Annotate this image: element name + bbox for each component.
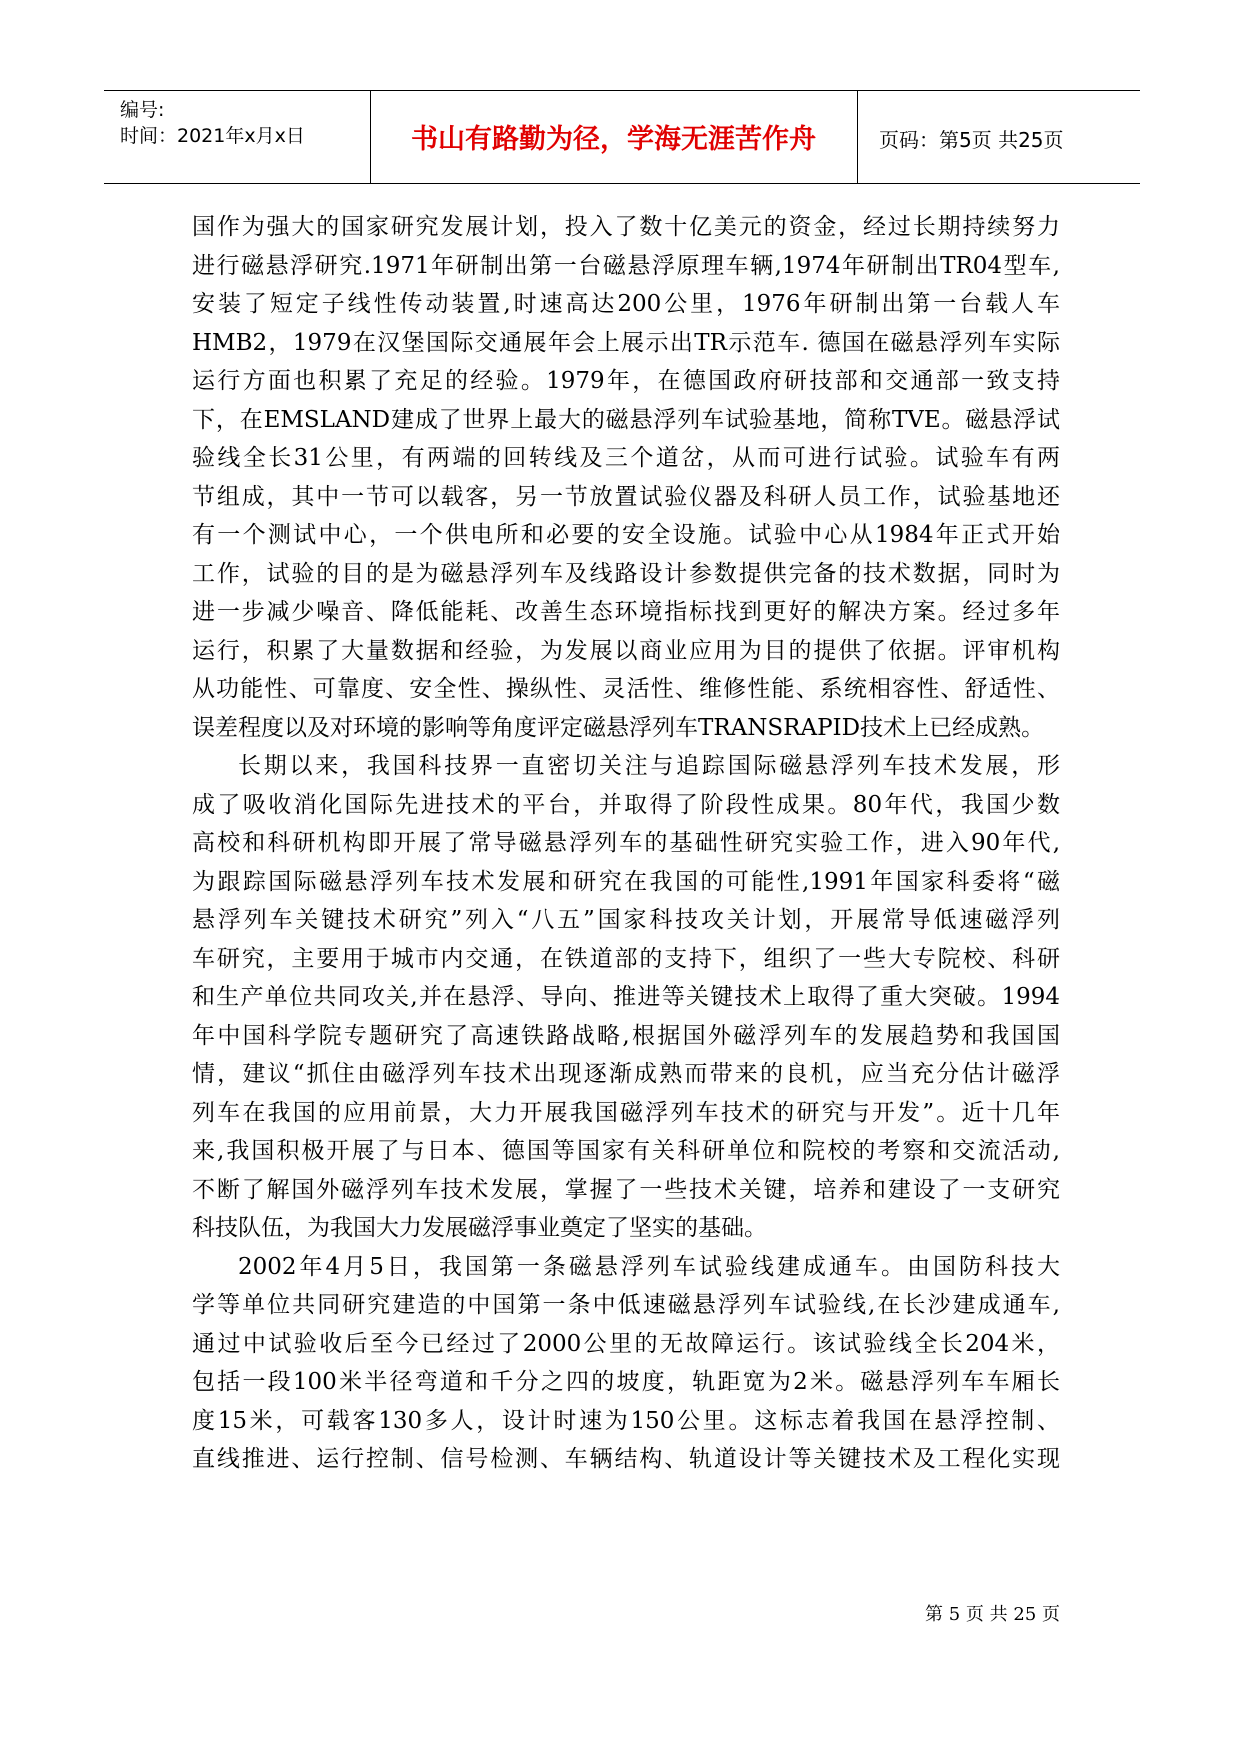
text-line: 成了吸收消化国际先进技术的平台，并取得了阶段性成果。80年代，我国少数 (192, 791, 1060, 818)
text-line: 为跟踪国际磁悬浮列车技术发展和研究在我国的可能性,1991年国家科委将“磁 (192, 868, 1060, 895)
text-line: 直线推进、运行控制、信号检测、车辆结构、轨道设计等关键技术及工程化实现 (192, 1446, 1060, 1472)
text-line: 运行，积累了大量数据和经验，为发展以商业应用为目的提供了依据。评审机构 (192, 637, 1060, 664)
text-line: 情，建议“抓住由磁浮列车技术出现逐渐成熟而带来的良机，应当充分估计磁浮 (192, 1061, 1060, 1087)
text-line: 2002年4月5日，我国第一条磁悬浮列车试验线建成通车。由国防科技大 (238, 1253, 1060, 1280)
serial-label: 编号: (120, 99, 165, 121)
text-line: 下，在EMSLAND建成了世界上最大的磁悬浮列车试验基地，简称TVE。磁悬浮试 (192, 406, 1060, 433)
text-line: 运行方面也积累了充足的经验。1979年，在德国政府研技部和交通部一致支持 (192, 368, 1060, 394)
text-line: 进行磁悬浮研究.1971年研制出第一台磁悬浮原理车辆,1974年研制出TR04型车, (192, 252, 1060, 279)
text-line: 不断了解国外磁浮列车技术发展，掌握了一些技术关键，培养和建设了一支研究 (192, 1176, 1060, 1203)
time-line: 时间：2021年x月x日 (120, 125, 305, 147)
header-meta-cell (104, 91, 371, 183)
page-header (104, 90, 1140, 184)
page-info: 页码：第5页 共25页 (879, 128, 1064, 152)
paragraph-2 (192, 747, 1060, 1248)
text-line: 安装了短定子线性传动装置,时速高达200公里，1976年研制出第一台载人车 (192, 291, 1060, 317)
page-footer: 第 5 页 共 25 页 (925, 1604, 1060, 1625)
text-line: 包括一段100米半径弯道和千分之四的坡度，轨距宽为2米。磁悬浮列车车厢长 (192, 1369, 1060, 1395)
paragraph-1 (192, 208, 1060, 747)
text-line: 和生产单位共同攻关,并在悬浮、导向、推进等关键技术上取得了重大突破。1994 (192, 984, 1060, 1010)
text-line: HMB2，1979在汉堡国际交通展年会上展示出TR示范车. 德国在磁悬浮列车实际 (192, 329, 1060, 356)
text-line: 长期以来，我国科技界一直密切关注与追踪国际磁悬浮列车技术发展，形 (238, 753, 1060, 779)
text-line: 来,我国积极开展了与日本、德国等国家有关科研单位和院校的考察和交流活动, (192, 1138, 1060, 1164)
text-line: 验线全长31公里，有两端的回转线及三个道岔，从而可进行试验。试验车有两 (192, 445, 1060, 471)
text-line: 通过中试验收后至今已经过了2000公里的无故障运行。该试验线全长204米， (192, 1330, 1060, 1357)
text-line: 列车在我国的应用前景，大力开展我国磁浮列车技术的研究与开发”。近十几年 (192, 1099, 1060, 1126)
text-line: 科技队伍，为我国大力发展磁浮事业奠定了坚实的基础。 (192, 1215, 767, 1241)
text-line: 工作，试验的目的是为磁悬浮列车及线路设计参数提供完备的技术数据，同时为 (192, 560, 1060, 587)
text-line: 悬浮列车关键技术研究”列入“八五”国家科技攻关计划，开展常导低速磁浮列 (192, 907, 1060, 933)
text-line: 从功能性、可靠度、安全性、操纵性、灵活性、维修性能、系统相容性、舒适性、 (192, 676, 1060, 702)
text-line: 有一个测试中心，一个供电所和必要的安全设施。试验中心从1984年正式开始 (192, 522, 1060, 548)
text-line: 度15米，可载客130多人，设计时速为150公里。这标志着我国在悬浮控制、 (192, 1407, 1060, 1434)
motto-text: 书山有路勤为径，学海无涯苦作舟 (411, 124, 816, 155)
text-line: 高校和科研机构即开展了常导磁悬浮列车的基础性研究实验工作，进入90年代, (192, 830, 1060, 856)
header-page-cell (857, 91, 1140, 183)
text-line: 车研究，主要用于城市内交通，在铁道部的支持下，组织了一些大专院校、科研 (192, 945, 1060, 972)
header-motto-cell (370, 91, 858, 183)
text-line: 国作为强大的国家研究发展计划，投入了数十亿美元的资金，经过长期持续努力 (192, 214, 1060, 240)
paragraph-3 (192, 1248, 1060, 1479)
text-line: 学等单位共同研究建造的中国第一条中低速磁悬浮列车试验线,在长沙建成通车, (192, 1292, 1060, 1318)
text-line: 年中国科学院专题研究了高速铁路战略,根据国外磁浮列车的发展趋势和我国国 (192, 1022, 1060, 1049)
text-line: 误差程度以及对环境的影响等角度评定磁悬浮列车TRANSRAPID技术上已经成熟。 (192, 714, 1045, 741)
text-line: 节组成，其中一节可以载客，另一节放置试验仪器及科研人员工作，试验基地还 (192, 483, 1060, 510)
text-line: 进一步减少噪音、降低能耗、改善生态环境指标找到更好的解决方案。经过多年 (192, 599, 1060, 625)
document-body (192, 208, 1060, 1479)
